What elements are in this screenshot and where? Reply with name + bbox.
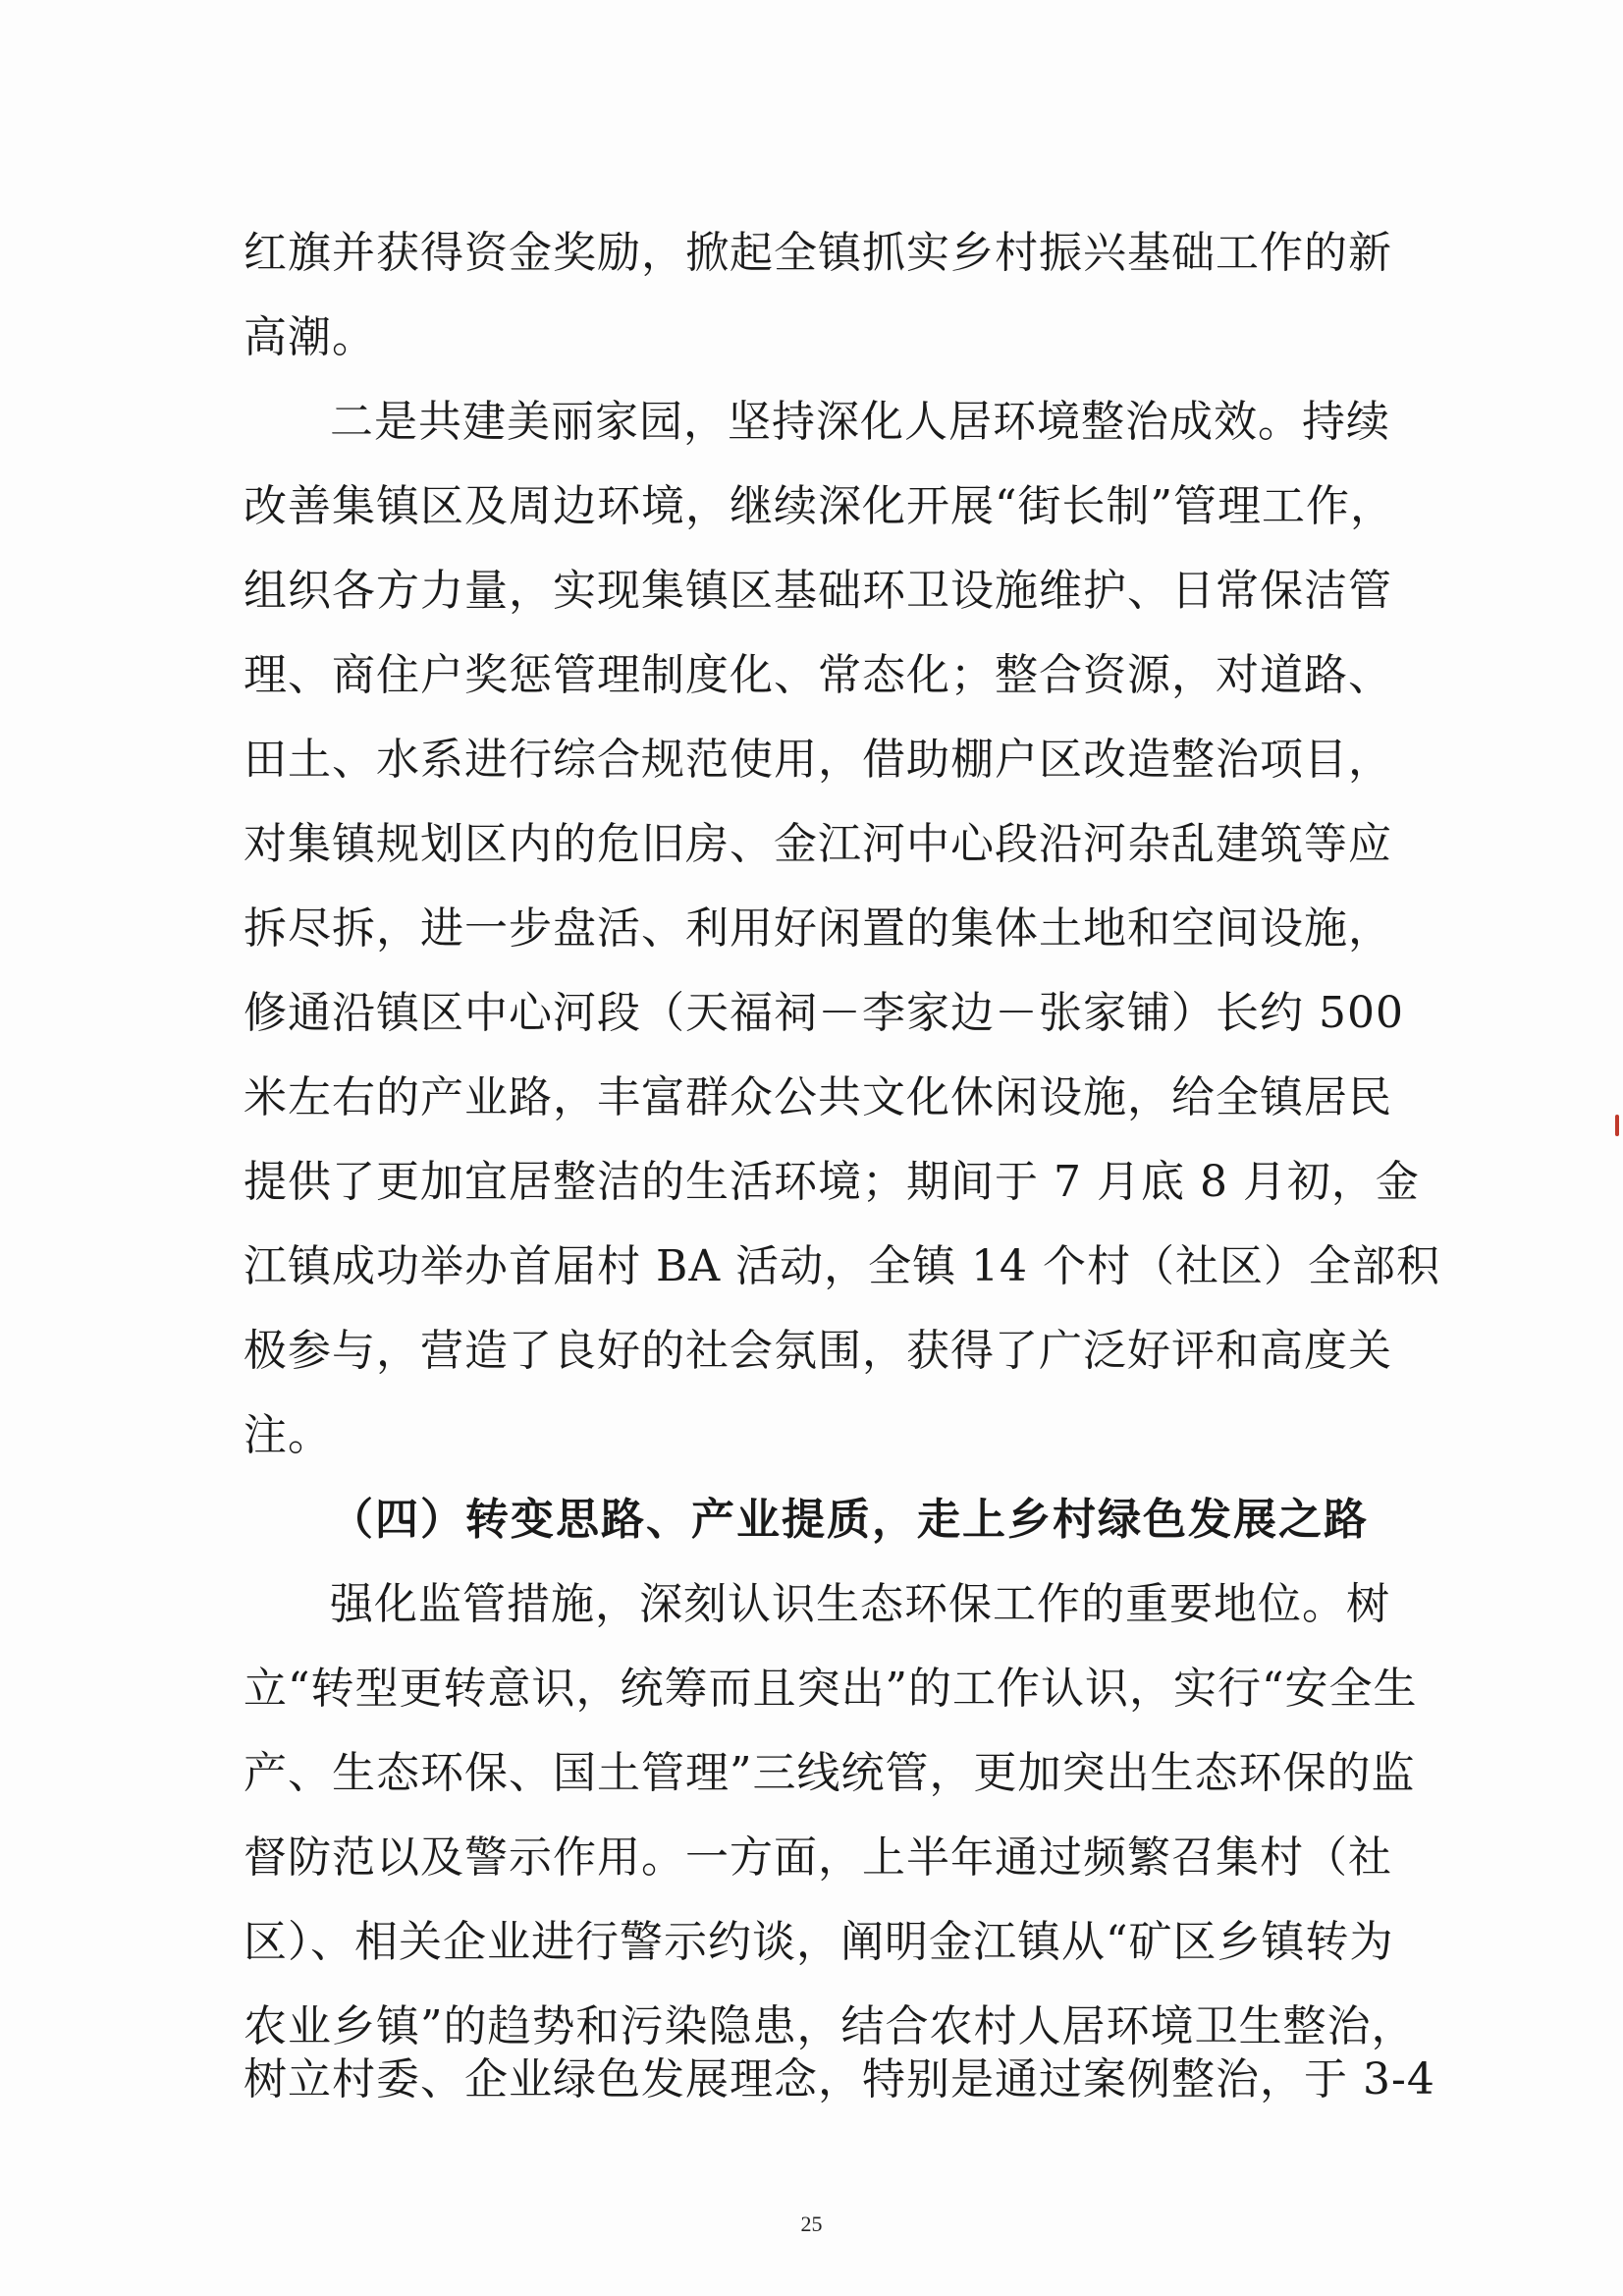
paragraph2-line-9: 米左右的产业路，丰富群众公共文化休闲设施，给全镇居民 xyxy=(243,1072,1392,1122)
paragraph3-line-3: 产、生态环保、国土管理”三线统管，更加突出生态环保的监 xyxy=(243,1748,1416,1798)
paragraph2-line-10: 提供了更加宜居整洁的生活环境；期间于 7 月底 8 月初，金 xyxy=(243,1157,1420,1207)
paragraph2-line-11: 江镇成功举办首届村 BA 活动，全镇 14 个村（社区）全部积 xyxy=(243,1241,1441,1291)
paragraph2-line-13: 注。 xyxy=(243,1410,332,1460)
paragraph3-line-1: 强化监管措施，深刻认识生态环保工作的重要地位。树 xyxy=(330,1579,1390,1629)
paragraph3-line-4: 督防范以及警示作用。一方面，上半年通过频繁召集村（社 xyxy=(243,1832,1392,1883)
section-heading-4: （四）转变思路、产业提质，走上乡村绿色发展之路 xyxy=(330,1495,1369,1545)
paragraph3-line-6: 农业乡镇”的趋势和污染隐患，结合农村人居环境卫生整治， xyxy=(243,2001,1416,2051)
page-number: 25 xyxy=(800,2212,823,2236)
paragraph2-line-12: 极参与，营造了良好的社会氛围，获得了广泛好评和高度关 xyxy=(243,1326,1392,1376)
paragraph3-line-2: 立“转型更转意识，统筹而且突出”的工作认识，实行“安全生 xyxy=(243,1664,1418,1714)
paragraph2-line-3: 组织各方力量，实现集镇区基础环卫设施维护、日常保洁管 xyxy=(243,566,1392,616)
edge-mark xyxy=(1615,1115,1619,1136)
paragraph2-line-5: 田土、水系进行综合规范使用，借助棚户区改造整治项目， xyxy=(243,735,1392,785)
paragraph1-line-2: 高潮。 xyxy=(243,312,376,362)
paragraph2-line-4: 理、商住户奖惩管理制度化、常态化；整合资源，对道路、 xyxy=(243,650,1392,700)
paragraph2-line-1: 二是共建美丽家园，坚持深化人居环境整治成效。持续 xyxy=(330,397,1390,447)
paragraph3-line-5: 区）、相关企业进行警示约谈，阐明金江镇从“矿区乡镇转为 xyxy=(243,1917,1394,1967)
paragraph1-line-1: 红旗并获得资金奖励，掀起全镇抓实乡村振兴基础工作的新 xyxy=(243,228,1392,278)
paragraph2-line-2: 改善集镇区及周边环境，继续深化开展“街长制”管理工作， xyxy=(243,481,1394,531)
paragraph3-line-7: 树立村委、企业绿色发展理念，特别是通过案例整治，于 3-4 xyxy=(243,2054,1435,2105)
paragraph2-line-8: 修通沿镇区中心河段（天福祠－李家边－张家铺）长约 500 xyxy=(243,988,1404,1038)
paragraph2-line-7: 拆尽拆，进一步盘活、利用好闲置的集体土地和空间设施， xyxy=(243,903,1392,954)
paragraph2-line-6: 对集镇规划区内的危旧房、金江河中心段沿河杂乱建筑等应 xyxy=(243,819,1392,869)
